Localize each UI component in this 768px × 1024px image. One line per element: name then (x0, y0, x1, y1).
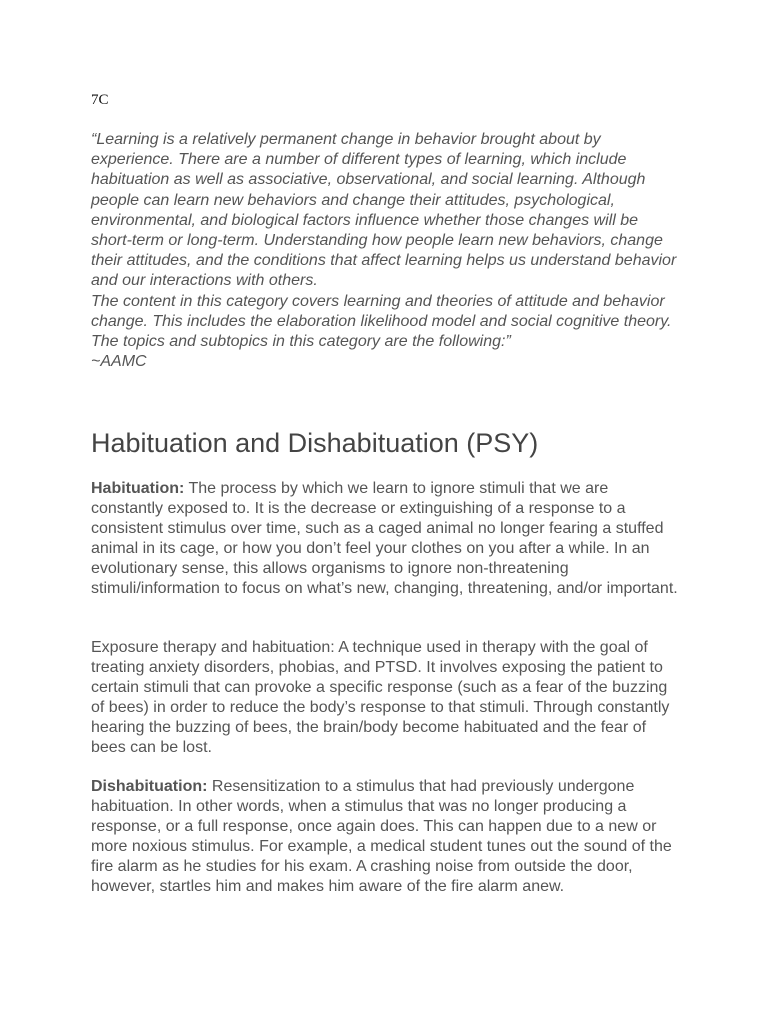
aamc-quote (91, 130, 681, 372)
quote-paragraph-1: “Learning is a relatively permanent change in behavior brought about by experience. There are a number of different types of learning, which include habituation as well as associative, observational, and social learning. Although people can learn new behaviors and change their attitudes, psychological, environmental, and biological factors influence whether those changes will be short-term or long-term. Understanding how people learn new behaviors, change their attitudes, and the conditions that affect learning helps us understand behavior and our interactions with others. (91, 131, 677, 290)
section-heading: Habituation and Dishabituation (PSY) (91, 428, 539, 458)
quote-attribution: ~AAMC (91, 353, 147, 371)
quote-paragraph-2: The content in this category covers learning and theories of attitude and behavior change. This includes the elaboration likelihood model and social cognitive theory. The topics and subtopics in this category are the following:” (91, 292, 672, 351)
habituation-text: The process by which we learn to ignore stimuli that we are constantly exposed to. It is the decrease or extinguishing of a response to a consistent stimulus over time, such as a caged animal no longer fearing a stuffed animal in its cage, or how you don’t feel your clothes on you after a while. In an evolutionary sense, this allows organisms to ignore non-threatening stimuli/information to focus on what’s new, changing, threatening, and/or important. (91, 480, 678, 598)
dishabituation-paragraph (91, 777, 681, 898)
habituation-paragraph (91, 479, 681, 600)
dishabituation-term: Dishabituation: (91, 778, 208, 795)
dishabituation-text: Resensitization to a stimulus that had previously undergone habituation. In other words, when a stimulus that was no longer producing a response, or a full response, once again does. This can happen due to a new or more noxious stimulus. For example, a medical student tunes out the sound of the fire alarm as he studies for his exam. A crashing noise from outside the door, however, startles him and makes him aware of the fire alarm anew. (91, 778, 672, 896)
exposure-therapy-paragraph: Exposure therapy and habituation: A technique used in therapy with the goal of treating anxiety disorders, phobias, and PTSD. It involves exposing the patient to certain stimuli that can provoke a specific response (such as a fear of the buzzing of bees) in order to reduce the body’s response to that stimuli. Through constantly hearing the buzzing of bees, the brain/body become habituated and the fear of bees can be lost. (91, 639, 670, 757)
section-code: 7C (91, 92, 109, 108)
habituation-term: Habituation: (91, 480, 185, 497)
